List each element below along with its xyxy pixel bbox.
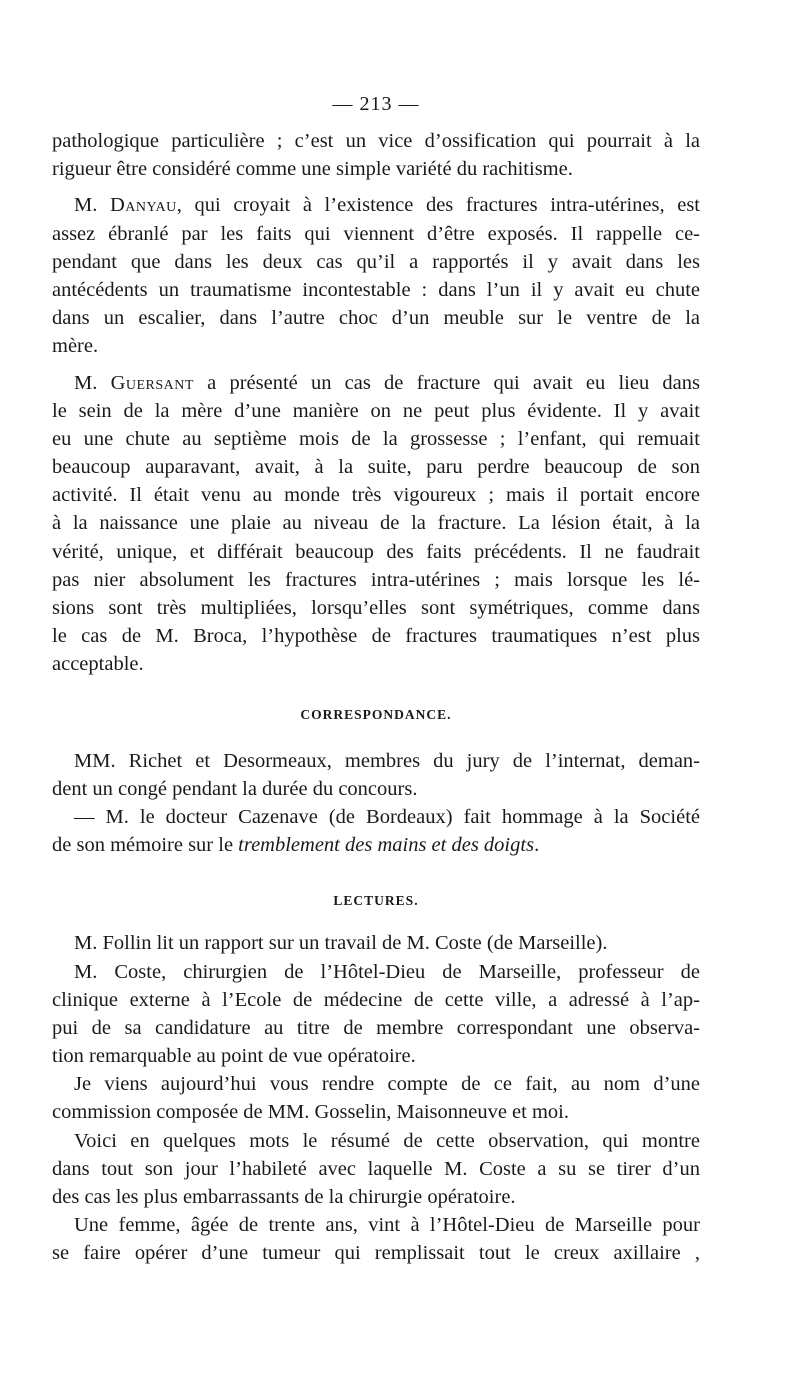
paragraph-follin — [52, 929, 700, 957]
text-line — [52, 191, 700, 219]
speaker-name: Danyau — [109, 194, 177, 217]
text-line — [52, 369, 700, 397]
text-line: des cas les plus embarrassants de la chirurgie opératoire. — [52, 1186, 516, 1208]
text-line: dent un congé pendant la durée du concours. — [52, 777, 418, 800]
speaker-name: Guersant — [110, 371, 194, 394]
paragraph-coste — [52, 958, 700, 1071]
line-text: a présenté un cas de fracture qui avait eu lieu dans — [193, 371, 700, 394]
section-heading-lectures: LECTURES. — [333, 893, 419, 909]
text-line: pendant que dans les deux cas qu’il a rapportés il y avait dans les — [52, 250, 700, 273]
text-line: le sein de la mère d’une manière on ne peut plus évidente. Il y avait — [52, 399, 700, 422]
text-line: eu une chute au septième mois de la grossesse ; l’enfant, qui remuait — [52, 427, 700, 450]
line-text: . — [534, 834, 540, 857]
text-line — [52, 831, 700, 859]
text-line: à la naissance une plaie au niveau de la fracture. La lésion était, à la — [52, 512, 700, 535]
text-line: M. Coste, chirurgien de l’Hôtel-Dieu de Marseille, professeur de — [74, 960, 700, 983]
text-line: pui de sa candidature au titre de membre correspondant une observa- — [52, 1016, 700, 1039]
text-line: acceptable. — [52, 653, 144, 676]
text-line: tion remarquable au point de vue opératoire. — [52, 1045, 416, 1068]
paragraph-hommage — [52, 803, 700, 859]
paragraph-rachitisme — [52, 127, 700, 183]
paragraph-commission — [52, 1070, 700, 1126]
text-line: dans un escalier, dans l’autre choc d’un meuble sur le ventre de la — [52, 307, 700, 330]
text-line: MM. Richet et Desormeaux, membres du jury de l’internat, deman- — [74, 749, 700, 772]
text-line: dans tout son jour l’habileté avec laquelle M. Coste a su se tirer d’un — [52, 1157, 700, 1180]
text-line: beaucoup auparavant, avait, à la suite, paru perdre beaucoup de son — [52, 456, 700, 479]
line-text: de son mémoire sur le — [52, 834, 239, 857]
speaker-prefix: M. — [74, 371, 111, 394]
line-text: , qui croyait à l’existence des fractures intra-utérines, est — [176, 194, 700, 217]
text-line: sions sont très multipliées, lorsqu’elles sont symétriques, comme dans — [52, 597, 700, 619]
text-line: rigueur être considéré comme une simple variété du rachitisme. — [52, 158, 573, 181]
paragraph-guersant — [52, 369, 700, 679]
text-line: Je viens aujourd’hui vous rendre compte de ce fait, au nom d’une — [74, 1073, 700, 1096]
text-line: le cas de M. Broca, l’hypothèse de fractures traumatiques n’est plus — [52, 625, 700, 648]
section-heading-correspondance: CORRESPONDANCE. — [300, 706, 452, 722]
text-line: — M. le docteur Cazenave (de Bordeaux) fait hommage à la Société — [74, 805, 700, 828]
speaker-prefix: M. — [74, 194, 110, 217]
text-line: assez ébranlé par les faits qui viennent d’être exposés. Il rappelle ce- — [52, 222, 700, 245]
text-line: antécédents un traumatisme incontestable : dans l’un il y avait eu chute — [52, 278, 700, 301]
paragraph-conge — [52, 747, 700, 803]
text-line: commission composée de MM. Gosselin, Maisonneuve et moi. — [52, 1101, 569, 1124]
text-line: se faire opérer d’une tumeur qui remplissait tout le creux axillaire , — [52, 1242, 700, 1265]
text-line: activité. Il était venu au monde très vigoureux ; mais il portait encore — [52, 484, 700, 507]
text-line: vérité, unique, et différait beaucoup des faits précédents. Il ne faudrait — [52, 540, 700, 563]
text-line: Voici en quelques mots le résumé de cette observation, qui montre — [74, 1129, 700, 1152]
text-line: clinique externe à l’Ecole de médecine de cette ville, a adressé à l’ap- — [52, 988, 700, 1011]
text-line: M. Follin lit un rapport sur un travail de M. Coste (de Marseille). — [74, 932, 608, 955]
paragraph-resume — [52, 1127, 700, 1212]
text-line: Une femme, âgée de trente ans, vint à l’Hôtel-Dieu de Marseille pour — [74, 1214, 700, 1237]
paragraph-danyau — [52, 191, 700, 360]
text-line: mère. — [52, 335, 99, 358]
text-line: pathologique particulière ; c’est un vice d’ossification qui pourrait à la — [52, 130, 700, 152]
page-number: — 213 — — [332, 93, 420, 115]
text-line: pas nier absolument les fractures intra-utérines ; mais lorsque les lé- — [52, 568, 700, 591]
memoir-title: tremblement des mains et des doigts — [238, 834, 535, 857]
paragraph-femme — [52, 1211, 700, 1267]
